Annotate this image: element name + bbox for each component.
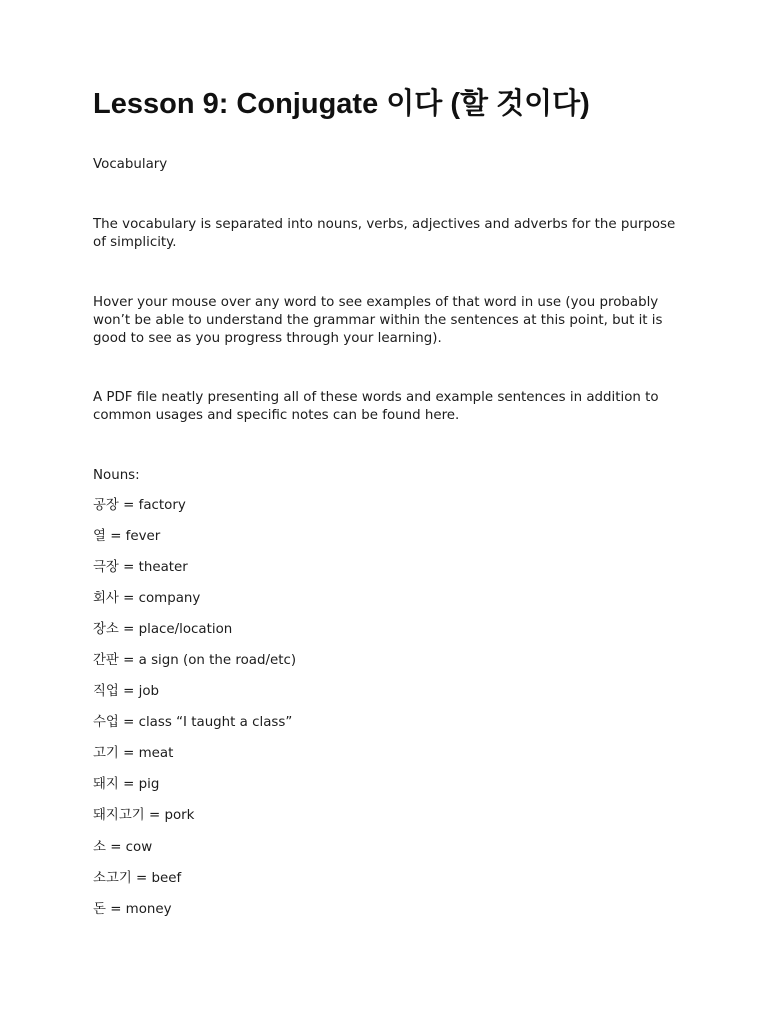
noun-item[interactable]: 소 = cow xyxy=(93,839,153,855)
noun-item[interactable]: 돈 = money xyxy=(93,901,172,917)
intro-paragraph-2: Hover your mouse over any word to see examples of that word in use (you probably won’t be able to understand the grammar within the sentences at this point, but it is good to see as you progress through your learning). xyxy=(93,295,663,346)
noun-item[interactable]: 고기 = meat xyxy=(93,746,174,762)
intro-paragraph-3: A PDF file neatly presenting all of these words and example sentences in addition to common usages and specific notes can be found here. xyxy=(93,390,659,423)
noun-item[interactable]: 직업 = job xyxy=(93,684,160,700)
noun-item[interactable]: 공장 = factory xyxy=(93,498,186,513)
lesson-title: Lesson 9: Conjugate 이다 (할 것이다) xyxy=(93,88,590,120)
noun-item[interactable]: 극장 = theater xyxy=(93,560,188,576)
nouns-label: Nouns: xyxy=(93,468,140,483)
noun-item[interactable]: 수업 = class “I taught a class” xyxy=(93,715,293,731)
noun-item[interactable]: 장소 = place/location xyxy=(93,622,233,638)
noun-item[interactable]: 돼지 = pig xyxy=(93,777,160,793)
noun-item[interactable]: 열 = fever xyxy=(93,529,161,545)
intro-paragraph-1: The vocabulary is separated into nouns, verbs, adjectives and adverbs for the purpose of simplicity. xyxy=(93,217,676,250)
noun-item[interactable]: 소고기 = beef xyxy=(93,870,182,886)
noun-item[interactable]: 간판 = a sign (on the road/etc) xyxy=(93,653,297,669)
noun-item[interactable]: 돼지고기 = pork xyxy=(93,808,195,824)
section-heading-vocabulary: Vocabulary xyxy=(93,157,168,172)
nouns-list xyxy=(93,497,296,932)
noun-item[interactable]: 회사 = company xyxy=(93,591,201,607)
